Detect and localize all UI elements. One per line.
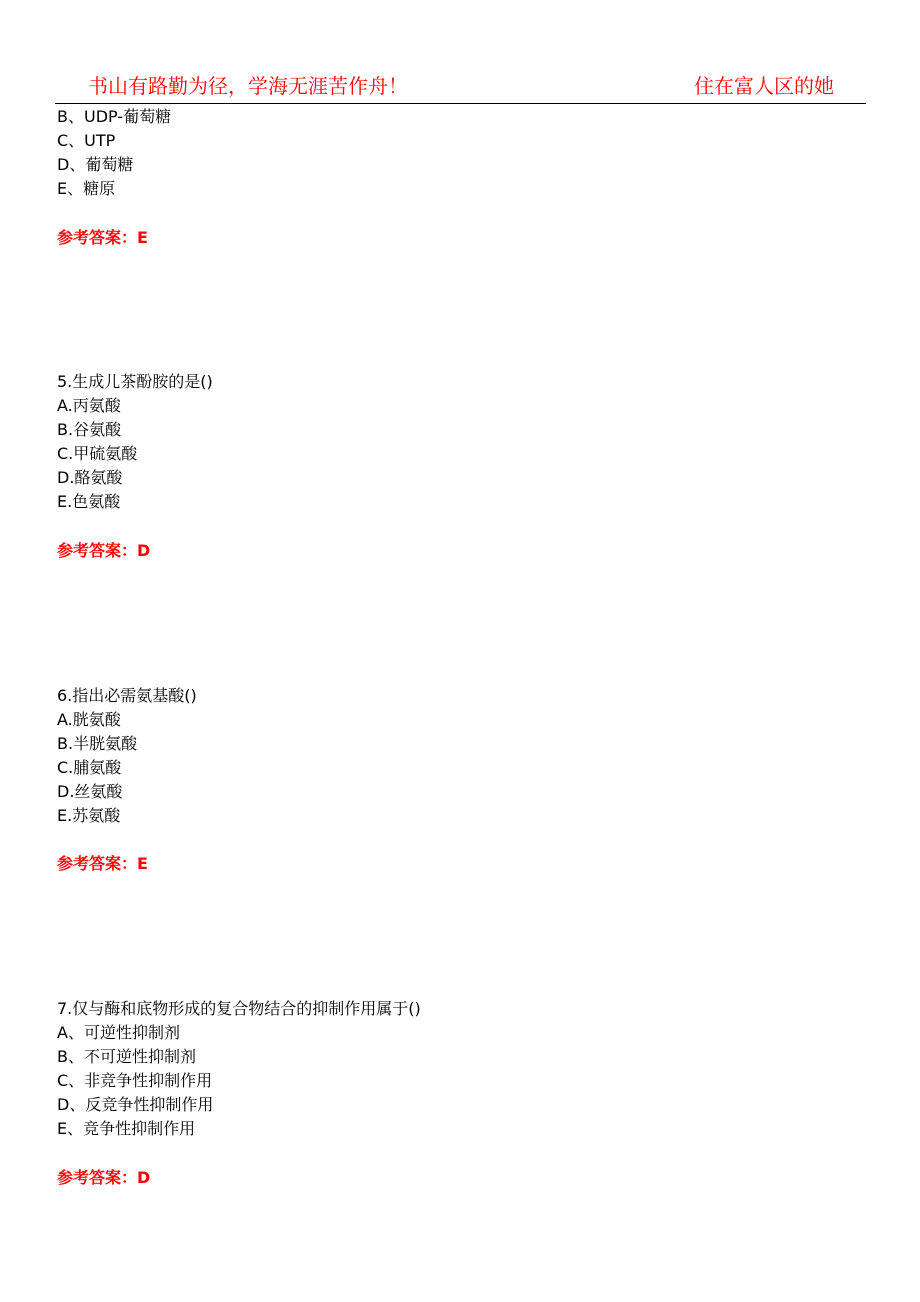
- option-d: D.丝氨酸: [57, 782, 123, 801]
- option-a: A.丙氨酸: [57, 396, 121, 415]
- question-7: [57, 997, 857, 1141]
- option-e: E.色氨酸: [57, 492, 121, 511]
- option-c: C.脯氨酸: [57, 758, 122, 777]
- question-stem: 6.指出必需氨基酸(): [57, 686, 197, 705]
- question-6: [57, 684, 857, 828]
- header-motto: 书山有路勤为径，学海无涯苦作舟！: [88, 74, 408, 98]
- question-4-answer: 参考答案：E: [57, 228, 148, 247]
- option-c: C、非竞争性抑制作用: [57, 1071, 213, 1090]
- question-6-answer: 参考答案：E: [57, 854, 148, 873]
- question-5-answer: 参考答案：D: [57, 541, 151, 560]
- option-b: B、UDP-葡萄糖: [57, 107, 172, 126]
- option-d: D、葡萄糖: [57, 155, 134, 174]
- header-author: 住在富人区的她: [694, 74, 834, 98]
- question-stem: 5.生成儿茶酚胺的是(): [57, 372, 213, 391]
- option-d: D.酪氨酸: [57, 468, 123, 487]
- option-e: E、糖原: [57, 179, 116, 198]
- option-a: A.胱氨酸: [57, 710, 121, 729]
- option-b: B.半胱氨酸: [57, 734, 138, 753]
- option-b: B.谷氨酸: [57, 420, 122, 439]
- option-d: D、反竞争性抑制作用: [57, 1095, 214, 1114]
- option-e: E、竞争性抑制作用: [57, 1119, 196, 1138]
- page-header: [55, 72, 866, 104]
- question-7-answer: 参考答案：D: [57, 1168, 151, 1187]
- option-e: E.苏氨酸: [57, 806, 121, 825]
- option-c: C、UTP: [57, 131, 116, 150]
- option-b: B、不可逆性抑制剂: [57, 1047, 196, 1066]
- option-a: A、可逆性抑制剂: [57, 1023, 180, 1042]
- option-c: C.甲硫氨酸: [57, 444, 138, 463]
- question-stem: 7.仅与酶和底物形成的复合物结合的抑制作用属于(): [57, 999, 421, 1018]
- question-5: [57, 370, 857, 514]
- question-4-options: [57, 105, 857, 201]
